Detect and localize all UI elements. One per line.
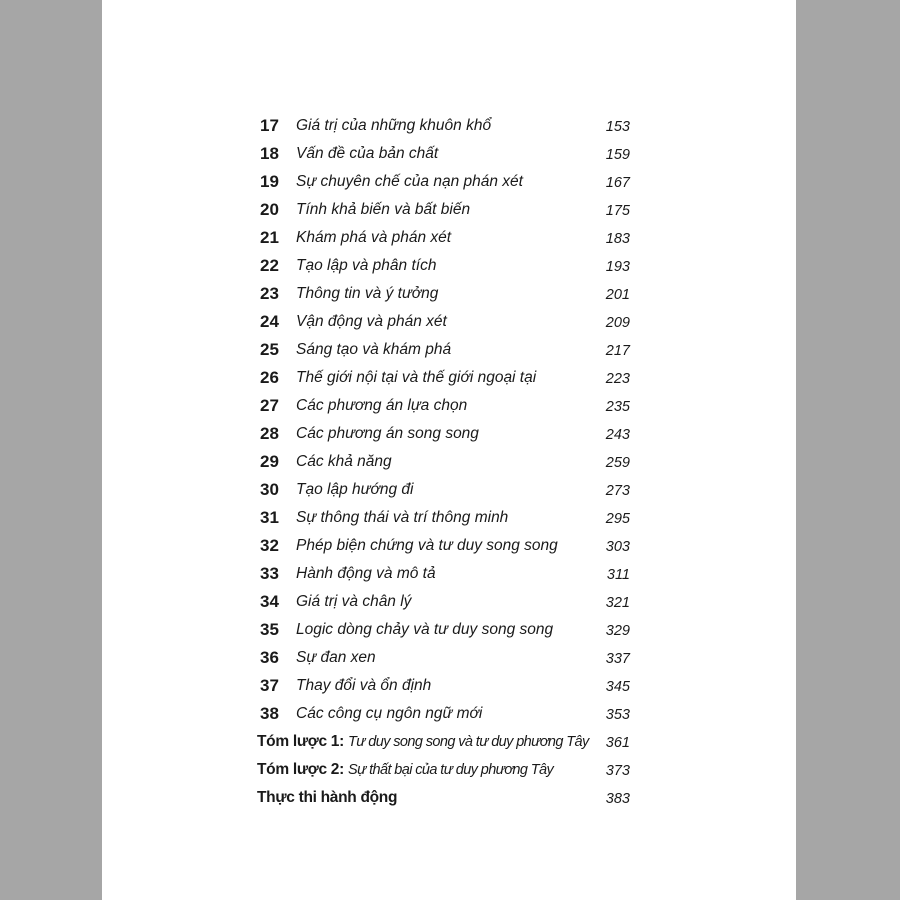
summary-entry [257,732,589,752]
chapter-title: Phép biện chứng và tư duy song song [296,537,558,554]
toc-row-32 [102,532,796,560]
toc-row-38 [102,700,796,728]
chapter-title: Tạo lập hướng đi [296,481,414,498]
toc-row-21 [102,224,796,252]
chapter-title: Logic dòng chảy và tư duy song song [296,621,554,638]
toc-row-33 [102,560,796,588]
page-number: 337 [605,651,630,667]
chapter-title: Tạo lập và phân tích [296,257,437,274]
page-number: 193 [605,259,630,275]
chapter-number: 35 [260,620,279,639]
summary-entry [257,760,553,780]
chapter-number: 26 [260,368,279,387]
summary-title: Tư duy song song và tư duy phương Tây [348,734,589,750]
page-number: 303 [605,539,630,555]
page-number: 159 [605,147,630,163]
chapter-title: Vận động và phán xét [296,313,447,330]
toc-row-26 [102,364,796,392]
page-number: 353 [605,707,630,723]
page-number: 175 [605,203,630,219]
chapter-title: Các khả năng [296,453,392,470]
toc-row-37 [102,672,796,700]
chapter-number: 18 [260,144,279,163]
chapter-number: 38 [260,704,279,723]
chapter-number: 23 [260,284,279,303]
summary-label: Tóm lược 1: [257,733,344,750]
final-section-label: Thực thi hành động [257,789,398,806]
chapter-number: 27 [260,396,279,415]
chapter-title: Giá trị và chân lý [296,593,412,610]
chapter-title: Vấn đề của bản chất [296,145,439,162]
chapter-title: Các công cụ ngôn ngữ mới [296,705,483,722]
page-number: 345 [605,679,630,695]
toc-row-22 [102,252,796,280]
chapter-number: 37 [260,676,279,695]
chapter-title: Hành động và mô tả [296,565,436,582]
chapter-title: Sự đan xen [296,649,376,666]
chapter-title: Sự chuyên chế của nạn phán xét [296,173,523,190]
chapter-title: Các phương án song song [296,425,479,442]
chapter-number: 17 [260,116,279,135]
chapter-number: 25 [260,340,279,359]
book-page [102,0,796,900]
chapter-number: 20 [260,200,279,219]
chapter-number: 34 [260,592,279,611]
page-number: 259 [605,455,630,471]
toc-row-23 [102,280,796,308]
chapter-number: 36 [260,648,279,667]
page-number: 383 [605,791,630,807]
toc-row-27 [102,392,796,420]
page-number: 223 [605,371,630,387]
toc-row-28 [102,420,796,448]
chapter-number: 22 [260,256,279,275]
toc-row-20 [102,196,796,224]
chapter-number: 31 [260,508,279,527]
summary-label: Tóm lược 2: [257,761,344,778]
chapter-title: Tính khả biến và bất biến [296,201,471,218]
page-number: 295 [605,511,630,527]
chapter-title: Giá trị của những khuôn khổ [296,117,492,134]
toc-row-24 [102,308,796,336]
page-number: 311 [606,567,630,583]
page-number: 153 [605,119,630,135]
toc-row-35 [102,616,796,644]
chapter-number: 29 [260,452,279,471]
toc-row-19 [102,168,796,196]
chapter-title: Khám phá và phán xét [296,229,452,246]
chapter-title: Sự thông thái và trí thông minh [296,509,509,526]
toc-row-summary-2 [102,756,796,784]
page-number: 209 [605,315,630,331]
toc-row-36 [102,644,796,672]
summary-title: Sự thất bại của tư duy phương Tây [348,762,554,778]
toc-row-29 [102,448,796,476]
toc-row-18 [102,140,796,168]
page-number: 361 [605,735,630,751]
chapter-title: Thế giới nội tại và thế giới ngoại tại [296,369,537,386]
page-number: 243 [605,427,630,443]
toc-row-final [102,784,796,812]
page-number: 217 [605,343,630,359]
page-number: 235 [605,399,630,415]
chapter-number: 33 [260,564,279,583]
chapter-title: Thông tin và ý tưởng [296,285,439,302]
page-number: 273 [605,483,630,499]
toc-row-34 [102,588,796,616]
page-number: 321 [605,595,630,611]
chapter-number: 21 [260,228,279,247]
chapter-title: Các phương án lựa chọn [296,397,468,414]
toc-row-17 [102,112,796,140]
toc-row-summary-1 [102,728,796,756]
chapter-number: 19 [260,172,279,191]
page-number: 167 [605,175,630,191]
chapter-number: 24 [260,312,279,331]
toc-row-30 [102,476,796,504]
page-number: 373 [605,763,630,779]
page-number: 329 [605,623,630,639]
chapter-title: Sáng tạo và khám phá [296,341,452,358]
toc-row-25 [102,336,796,364]
page-number: 201 [605,287,630,303]
chapter-title: Thay đổi và ổn định [296,677,432,694]
chapter-number: 30 [260,480,279,499]
chapter-number: 32 [260,536,279,555]
toc-row-31 [102,504,796,532]
chapter-number: 28 [260,424,279,443]
page-number: 183 [605,231,630,247]
